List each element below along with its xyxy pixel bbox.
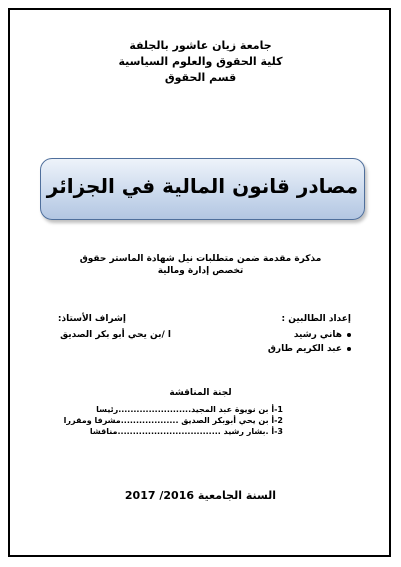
committee-member: 3-أ .بشار رشيد ..................................مناقشا — [89, 427, 283, 436]
bullet-icon — [347, 333, 351, 337]
memo-line-1: مذكرة مقدمة ضمن متطلبات نيل شهادة الماستر حقوق — [79, 254, 322, 264]
bullet-icon — [347, 347, 351, 351]
faculty-name: كلية الحقوق والعلوم السياسية — [118, 55, 283, 68]
memo-line-2: تخصص إدارة ومالية — [157, 266, 244, 276]
committee-member: 2-أ بن يحي أبوبكر الصديق ...................مشرفا ومقررا — [63, 416, 283, 425]
student-item: عبد الكريم طارق — [268, 344, 351, 354]
supervisor-label: إشراف الأستاذ: — [57, 314, 126, 324]
students-label: إعداد الطالبين : — [281, 314, 351, 324]
supervisor-name: ا /بن يحي أبو بكر الصديق — [60, 330, 171, 340]
committee-member: 1-أ بن نويوة عبد المجيد........................رئيسا — [96, 405, 283, 414]
department-name: قسم الحقوق — [164, 71, 237, 84]
university-name: جامعة زيان عاشور بالجلفة — [129, 39, 272, 52]
committee-title: لجنة المناقشة — [169, 388, 232, 398]
student-item: هاني رشيد — [294, 330, 351, 340]
academic-year: السنة الجامعية 2016/ 2017 — [124, 489, 277, 502]
page-border — [8, 8, 391, 557]
thesis-title: مصادر قانون المالية في الجزائر — [46, 174, 359, 198]
